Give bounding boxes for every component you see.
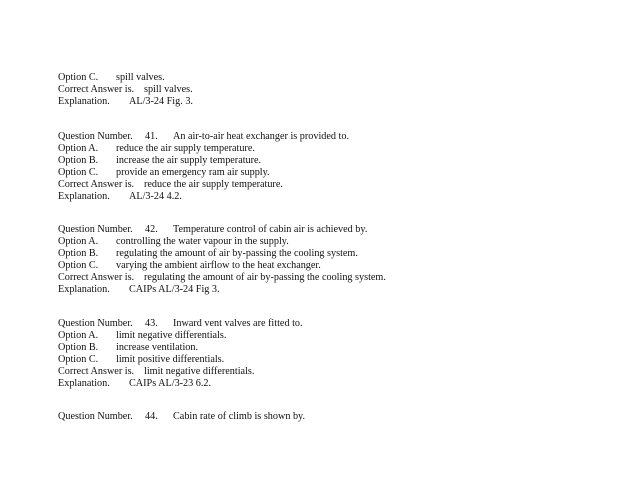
- explanation-text: CAIPs AL/3-24 Fig 3.: [129, 284, 220, 295]
- option-b-row: [58, 248, 358, 260]
- correct-answer-label: Correct Answer is.: [58, 84, 135, 95]
- explanation-row: [58, 96, 193, 108]
- option-a-row: [58, 236, 289, 248]
- correct-answer-row: [58, 179, 283, 191]
- option-text: limit negative differentials.: [116, 330, 227, 341]
- question-text: Inward vent valves are fitted to.: [173, 318, 303, 329]
- explanation-row: [58, 378, 211, 390]
- correct-answer-text: reduce the air supply temperature.: [144, 179, 283, 190]
- correct-answer-text: limit negative differentials.: [144, 366, 255, 377]
- correct-answer-row: [58, 366, 254, 378]
- option-text: reduce the air supply temperature.: [116, 143, 255, 154]
- option-label: Option C.: [58, 260, 99, 271]
- correct-answer-label: Correct Answer is.: [58, 179, 135, 190]
- question-row: [58, 224, 367, 236]
- option-c-row: [58, 167, 270, 179]
- option-label: Option A.: [58, 330, 99, 341]
- option-b-row: [58, 155, 261, 167]
- explanation-label: Explanation.: [58, 96, 110, 107]
- option-label: Option C.: [58, 354, 99, 365]
- correct-answer-label: Correct Answer is.: [58, 366, 135, 377]
- correct-answer-label: Correct Answer is.: [58, 272, 135, 283]
- explanation-text: AL/3-24 Fig. 3.: [129, 96, 193, 107]
- explanation-label: Explanation.: [58, 191, 110, 202]
- option-label: Option C.: [58, 72, 99, 83]
- option-label: Option B.: [58, 248, 99, 259]
- question-text: An air-to-air heat exchanger is provided to.: [173, 131, 350, 142]
- explanation-label: Explanation.: [58, 284, 110, 295]
- option-c-row: [58, 72, 165, 84]
- option-label: Option A.: [58, 236, 99, 247]
- question-row: [58, 131, 349, 143]
- option-label: Option B.: [58, 342, 99, 353]
- correct-answer-text: spill valves.: [144, 84, 193, 95]
- question-label: Question Number.: [58, 224, 133, 235]
- question-number: 43.: [145, 318, 158, 329]
- option-c-row: [58, 260, 321, 272]
- explanation-row: [58, 284, 220, 296]
- option-label: Option B.: [58, 155, 99, 166]
- question-number: 41.: [145, 131, 158, 142]
- question-text: Cabin rate of climb is shown by.: [173, 411, 306, 422]
- question-row: [58, 411, 305, 423]
- option-text: limit positive differentials.: [116, 354, 225, 365]
- option-b-row: [58, 342, 198, 354]
- option-text: increase the air supply temperature.: [116, 155, 262, 166]
- explanation-text: AL/3-24 4.2.: [129, 191, 182, 202]
- option-text: spill valves.: [116, 72, 165, 83]
- option-a-row: [58, 143, 255, 155]
- question-label: Question Number.: [58, 131, 133, 142]
- option-text: controlling the water vapour in the supply.: [116, 236, 289, 247]
- question-label: Question Number.: [58, 318, 133, 329]
- option-text: provide an emergency ram air supply.: [116, 167, 270, 178]
- explanation-label: Explanation.: [58, 378, 110, 389]
- explanation-row: [58, 191, 182, 203]
- explanation-text: CAIPs AL/3-23 6.2.: [129, 378, 212, 389]
- question-number: 44.: [145, 411, 158, 422]
- correct-answer-row: [58, 84, 193, 96]
- question-row: [58, 318, 303, 330]
- question-label: Question Number.: [58, 411, 133, 422]
- correct-answer-row: [58, 272, 386, 284]
- question-text: Temperature control of cabin air is achieved by.: [173, 224, 368, 235]
- option-c-row: [58, 354, 224, 366]
- option-text: varying the ambient airflow to the heat exchanger.: [116, 260, 321, 271]
- option-a-row: [58, 330, 226, 342]
- option-label: Option A.: [58, 143, 99, 154]
- option-label: Option C.: [58, 167, 99, 178]
- option-text: increase ventilation.: [116, 342, 199, 353]
- correct-answer-text: regulating the amount of air by-passing the cooling system.: [144, 272, 386, 283]
- question-number: 42.: [145, 224, 158, 235]
- option-text: regulating the amount of air by-passing the cooling system.: [116, 248, 358, 259]
